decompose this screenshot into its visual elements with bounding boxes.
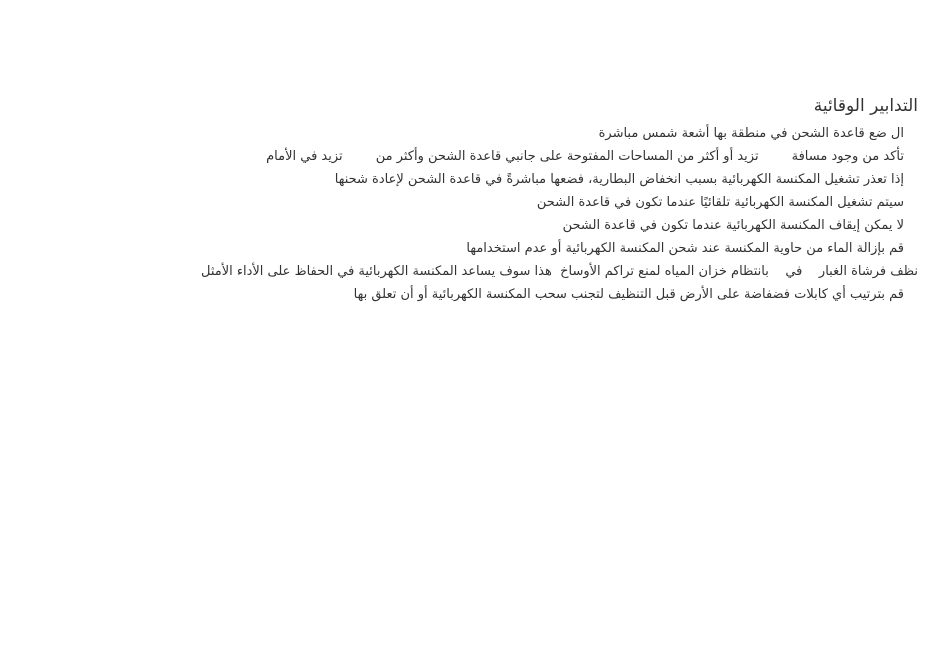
precautions-list xyxy=(18,122,918,306)
list-item: سيتم تشغيل المكنسة الكهربائية تلقائيًا عندما تكون في قاعدة الشحن xyxy=(536,195,904,210)
list-item: قم بترتيب أي كابلات فضفاضة على الأرض قبل التنظيف لتجنب سحب المكنسة الكهربائية أو أن تعلق بها xyxy=(353,287,904,302)
section-title: التدابير الوقائية xyxy=(813,96,918,116)
list-item: تأكد من وجود مسافة تزيد أو أكثر من المساحات المفتوحة على جانبي قاعدة الشحن وأكثر من تزيد في الأمام xyxy=(266,149,904,164)
document xyxy=(18,94,918,306)
list-item: ال ضع قاعدة الشحن في منطقة بها أشعة شمس مباشرة xyxy=(598,126,904,141)
list-item: إذا تعذر تشغيل المكنسة الكهربائية بسبب انخفاض البطارية، فضعها مباشرةً في قاعدة الشحن لإعادة شحنها xyxy=(334,172,904,187)
list-item: لا يمكن إيقاف المكنسة الكهربائية عندما تكون في قاعدة الشحن xyxy=(562,218,904,233)
list-item: نظف فرشاة الغبار في بانتظام خزان المياه لمنع تراكم الأوساخ هذا سوف يساعد المكنسة الكهربائية في الحفاظ على الأداء الأمثل xyxy=(200,264,918,279)
list-item: قم بإزالة الماء من حاوية المكنسة عند شحن المكنسة الكهربائية أو عدم استخدامها xyxy=(466,241,904,256)
